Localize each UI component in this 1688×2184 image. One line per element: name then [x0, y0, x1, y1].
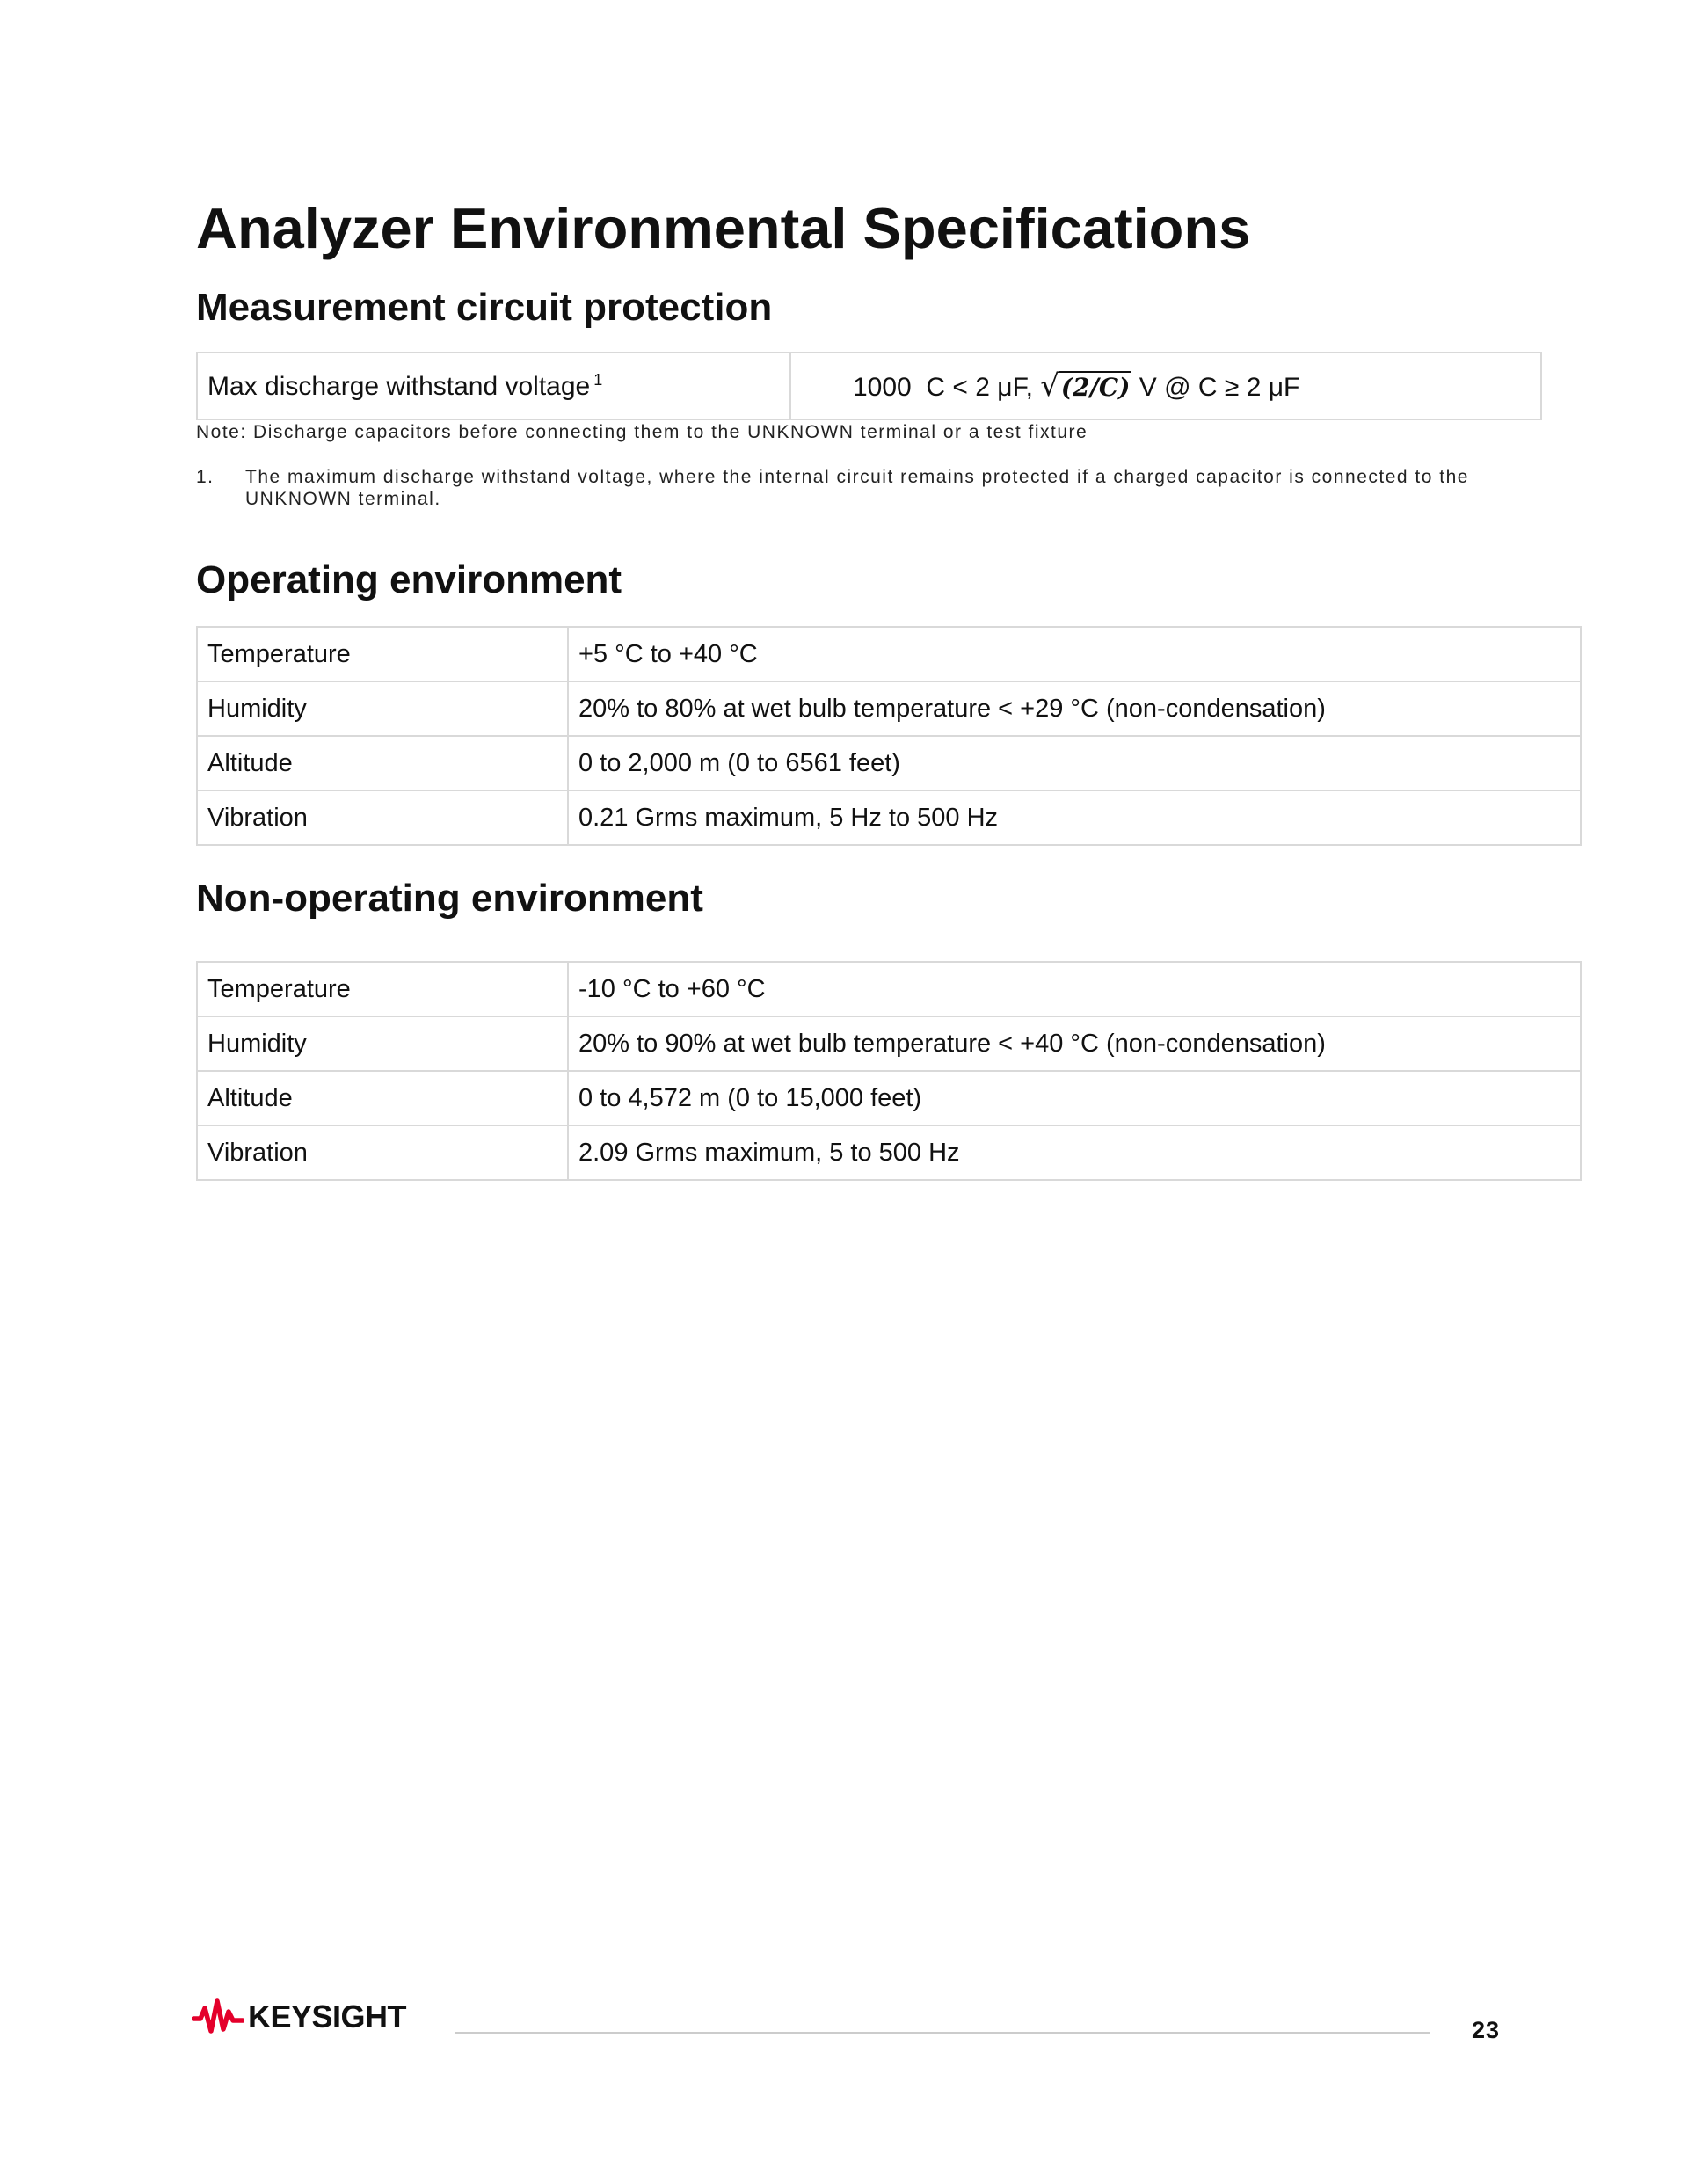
row-value: +5 °C to +40 °C [568, 627, 1581, 681]
protection-value-suffix: V @ C ≥ 2 μF [1131, 373, 1300, 402]
section-heading-operating: Operating environment [196, 558, 622, 601]
row-value: 0.21 Grms maximum, 5 Hz to 500 Hz [568, 790, 1581, 845]
measurement-protection-table [196, 352, 1542, 420]
table-row [197, 627, 1581, 681]
table-row [197, 1071, 1581, 1125]
footnote-number: 1. [196, 467, 215, 487]
row-value: 0 to 2,000 m (0 to 6561 feet) [568, 736, 1581, 790]
protection-label: Max discharge withstand voltage [207, 371, 591, 401]
non-operating-environment-table [196, 961, 1582, 1181]
row-label: Vibration [197, 790, 568, 845]
row-value: 20% to 90% at wet bulb temperature < +40 °C (non-condensation) [568, 1016, 1581, 1071]
row-value: 0 to 4,572 m (0 to 15,000 feet) [568, 1071, 1581, 1125]
protection-note: Note: Discharge capacitors before connecting them to the UNKNOWN terminal or a test fixture [196, 422, 1088, 442]
row-label: Vibration [197, 1125, 568, 1180]
keysight-wave-icon [192, 1998, 244, 2036]
page-number: 23 [1472, 2017, 1501, 2043]
table-cell-label [197, 353, 790, 419]
row-label: Temperature [197, 962, 568, 1016]
table-row [197, 962, 1581, 1016]
footer-divider [455, 2032, 1430, 2034]
brand-name: KEYSIGHT [248, 1998, 407, 2035]
footnote [196, 466, 1480, 510]
row-value: 20% to 80% at wet bulb temperature < +29 °C (non-condensation) [568, 681, 1581, 736]
footnote-text: The maximum discharge withstand voltage, where the internal circuit remains protected if a charged capacitor is connected to the UNKNOWN terminal. [245, 467, 1469, 509]
section-heading-measurement-protection: Measurement circuit protection [196, 286, 773, 329]
operating-environment-table [196, 626, 1582, 846]
table-row [197, 1125, 1581, 1180]
table-row [197, 681, 1581, 736]
protection-value-prefix: 1000 C < 2 μF, [853, 373, 1041, 402]
sqrt-formula [1040, 368, 1131, 404]
table-row [197, 1016, 1581, 1071]
footnote-marker: 1 [593, 370, 603, 389]
table-row [197, 790, 1581, 845]
row-label: Humidity [197, 681, 568, 736]
section-heading-non-operating: Non-operating environment [196, 877, 703, 920]
row-label: Altitude [197, 736, 568, 790]
row-label: Temperature [197, 627, 568, 681]
row-value: -10 °C to +60 °C [568, 962, 1581, 1016]
table-row [197, 353, 1541, 419]
sqrt-icon: √ [1040, 368, 1059, 404]
row-value: 2.09 Grms maximum, 5 to 500 Hz [568, 1125, 1581, 1180]
formula-body: (2/C) [1060, 373, 1131, 402]
page-title: Analyzer Environmental Specifications [196, 196, 1251, 260]
row-label: Altitude [197, 1071, 568, 1125]
table-cell-value [790, 353, 1541, 419]
row-label: Humidity [197, 1016, 568, 1071]
table-row [197, 736, 1581, 790]
keysight-logo [192, 1998, 406, 2036]
